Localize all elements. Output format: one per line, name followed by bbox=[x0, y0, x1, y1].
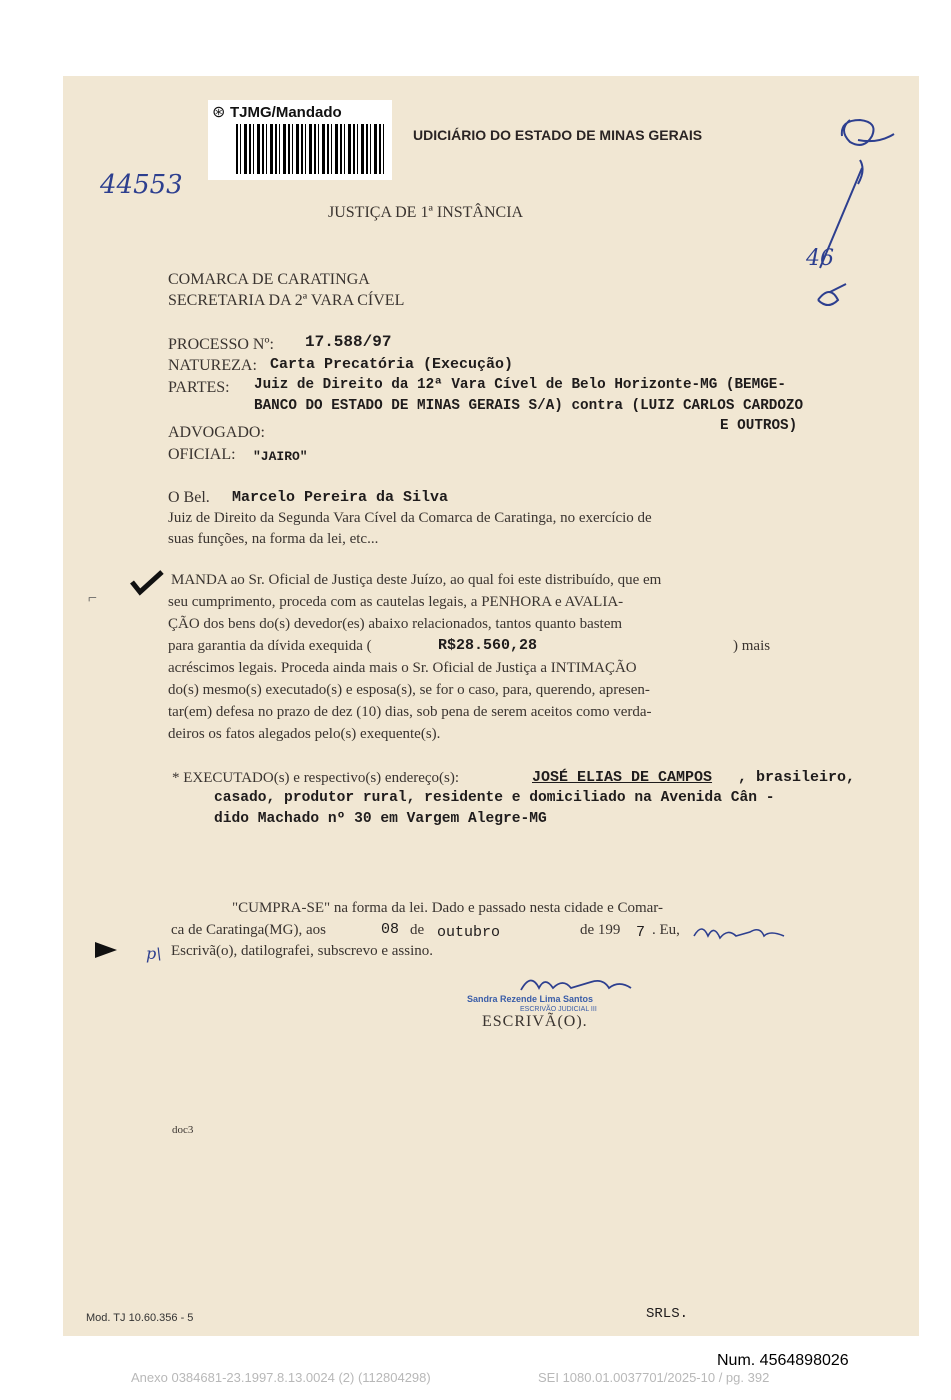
manda-line4b: ) mais bbox=[733, 638, 771, 654]
natureza-label: NATUREZA: bbox=[168, 357, 257, 374]
oficial-label: OFICIAL: bbox=[168, 446, 236, 463]
executado-label: * EXECUTADO(s) e respectivo(s) endereço(s): bbox=[172, 770, 460, 786]
manda-line2: seu cumprimento, proceda com as cautelas legais, a PENHORA e AVALIA- bbox=[168, 594, 624, 610]
cumpra-line2a: ca de Caratinga(MG), aos bbox=[171, 922, 326, 938]
handwritten-number-right: 46 bbox=[806, 246, 834, 271]
cumpra-line2d: . Eu, bbox=[652, 922, 680, 938]
comarca-line1: COMARCA DE CARATINGA bbox=[168, 271, 370, 288]
cumpra-day: 08 bbox=[381, 921, 400, 938]
judge-name: Marcelo Pereira da Silva bbox=[232, 489, 449, 506]
cumpra-month: outubro bbox=[437, 924, 501, 941]
handwritten-initials bbox=[800, 100, 900, 330]
manda-line4a: para garantia da dívida exequida ( bbox=[168, 638, 372, 654]
arrow-mark-icon bbox=[93, 938, 127, 960]
executado-line3: dido Machado nº 30 em Vargem Alegre-MG bbox=[214, 811, 547, 827]
cumpra-line1: "CUMPRA-SE" na forma da lei. Dado e passado nesta cidade e Comar- bbox=[232, 900, 664, 916]
handwritten-number-left: 44553 bbox=[100, 170, 183, 200]
executado-name: JOSÉ ELIAS DE CAMPOS bbox=[532, 769, 713, 786]
processo-value: 17.588/97 bbox=[305, 333, 392, 351]
manda-line3: ÇÃO dos bens do(s) devedor(es) abaixo relacionados, tantos quanto bastem bbox=[168, 616, 623, 632]
executado-line2: casado, produtor rural, residente e domiciliado na Avenida Cân - bbox=[214, 790, 775, 806]
judge-line1: Juiz de Direito da Segunda Vara Cível da Comarca de Caratinga, no exercício de bbox=[168, 510, 652, 526]
debt-amount: R$28.560,28 bbox=[438, 637, 538, 654]
oficial-value: "JAIRO" bbox=[253, 449, 308, 464]
signature-stamp-name: Sandra Rezende Lima Santos bbox=[467, 994, 594, 1004]
partes-label: PARTES: bbox=[168, 379, 230, 396]
processo-label: PROCESSO Nº: bbox=[168, 336, 274, 353]
cumpra-line3: Escrivã(o), datilografei, subscrevo e assino. bbox=[171, 943, 433, 959]
manda-line1: MANDA ao Sr. Oficial de Justiça deste Juízo, ao qual foi este distribuído, que em bbox=[171, 572, 662, 588]
partes-line1: Juiz de Direito da 12ª Vara Cível de Belo Horizonte-MG (BEMGE- bbox=[254, 377, 786, 393]
barcode bbox=[236, 124, 386, 174]
handwritten-signature-inline bbox=[690, 920, 790, 944]
escrivao-label: ESCRIVÃ(O). bbox=[482, 1013, 588, 1030]
comarca-line2: SECRETARIA DA 2ª VARA CÍVEL bbox=[168, 292, 405, 309]
seal-icon: ⊛ bbox=[212, 104, 226, 121]
instance-title: JUSTIÇA DE 1ª INSTÂNCIA bbox=[328, 204, 524, 221]
form-model: Mod. TJ 10.60.356 - 5 bbox=[86, 1312, 194, 1324]
margin-mark: ⌐ bbox=[88, 590, 98, 607]
sei-reference: SEI 1080.01.0037701/2025-10 / pg. 392 bbox=[538, 1370, 770, 1385]
stamp-label: TJMG/Mandado bbox=[230, 104, 342, 121]
cumpra-line2b: de bbox=[410, 922, 425, 938]
partes-line3: E OUTROS) bbox=[720, 418, 798, 434]
court-header: UDICIÁRIO DO ESTADO DE MINAS GERAIS bbox=[413, 127, 703, 143]
typist-initials: SRLS. bbox=[646, 1306, 689, 1322]
signature-stamp-role: ESCRIVÃO JUDICIAL III bbox=[520, 1006, 597, 1013]
natureza-value: Carta Precatória (Execução) bbox=[270, 356, 514, 373]
partes-line2: BANCO DO ESTADO DE MINAS GERAIS S/A) contra (LUIZ CARLOS CARDOZO bbox=[254, 398, 804, 414]
manda-line6: do(s) mesmo(s) executado(s) e esposa(s), se for o caso, para, querendo, apresen- bbox=[168, 682, 650, 698]
margin-initials: p\ bbox=[146, 944, 162, 963]
annex-reference: Anexo 0384681-23.1997.8.13.0024 (2) (112804298) bbox=[131, 1370, 431, 1385]
doc-code: doc3 bbox=[172, 1124, 194, 1136]
advogado-label: ADVOGADO: bbox=[168, 424, 265, 441]
checkmark-icon bbox=[128, 568, 168, 598]
cumpra-line2c: de 199 bbox=[580, 922, 621, 938]
executado-rest1: , brasileiro, bbox=[738, 769, 856, 786]
document-number: Num. 4564898026 bbox=[717, 1352, 849, 1369]
judge-line2: suas funções, na forma da lei, etc... bbox=[168, 531, 379, 547]
barcode-sticker bbox=[208, 100, 392, 180]
judge-prefix: O Bel. bbox=[168, 489, 210, 506]
manda-line8: deiros os fatos alegados pelo(s) exequente(s). bbox=[168, 726, 441, 742]
manda-line5: acréscimos legais. Proceda ainda mais o Sr. Oficial de Justiça a INTIMAÇÃO bbox=[168, 660, 637, 676]
cumpra-year-digit: 7 bbox=[636, 924, 646, 941]
manda-line7: tar(em) defesa no prazo de dez (10) dias, sob pena de serem aceitos como verda- bbox=[168, 704, 652, 720]
